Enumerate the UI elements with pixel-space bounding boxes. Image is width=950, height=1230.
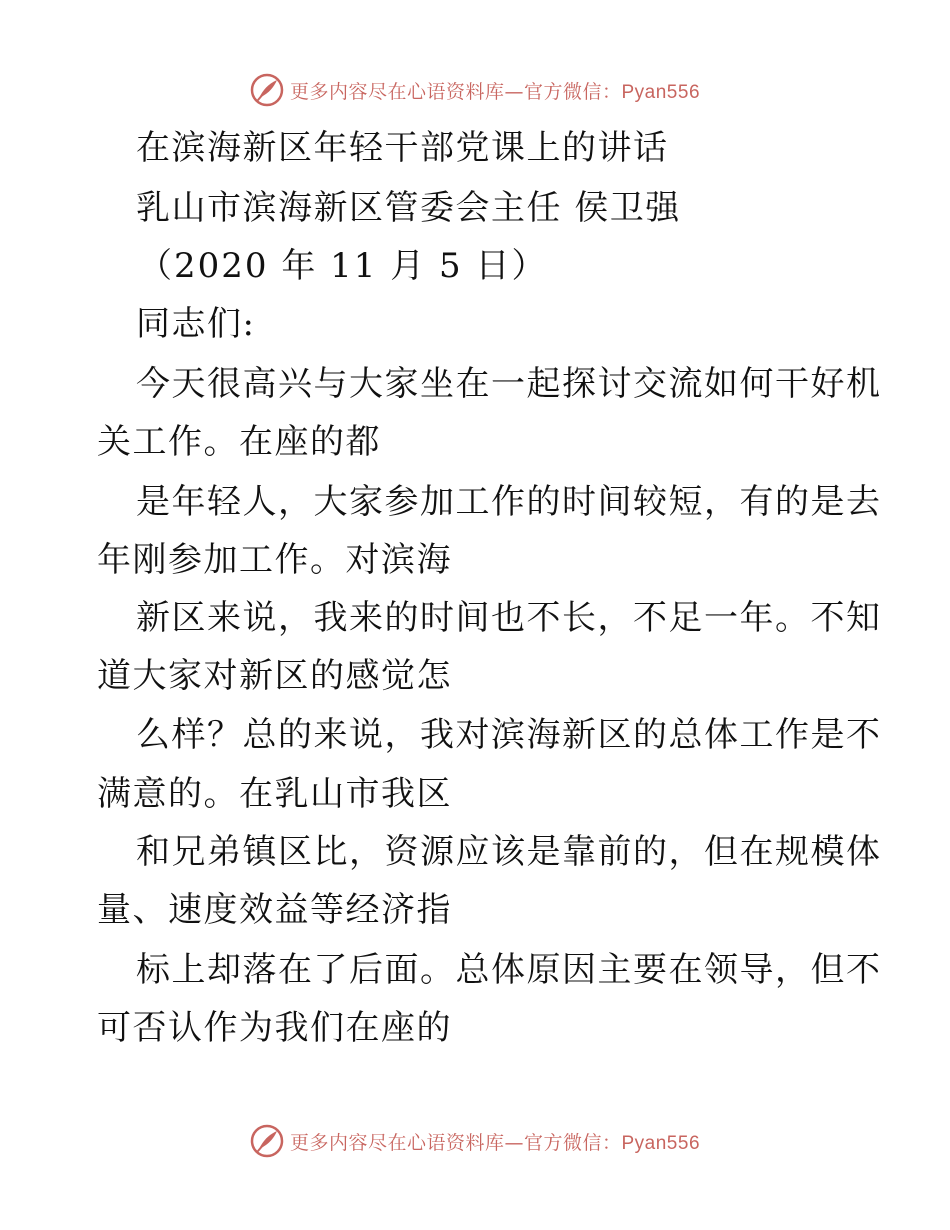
watermark-text: 更多内容尽在心语资料库—官方微信：Pyan556: [289, 80, 701, 103]
body-line: 今天很高兴与大家坐在一起探讨交流如何干好机: [136, 364, 882, 404]
wechat-id: Pyan556: [621, 1132, 701, 1154]
speech-date: （2020 年 11 月 5 日）: [138, 246, 548, 286]
body-line: 么样？总的来说，我对滨海新区的总体工作是不: [136, 715, 882, 755]
body-line: 满意的。在乳山市我区: [97, 774, 452, 814]
feather-pen-logo-icon: [250, 73, 284, 107]
body-line: 和兄弟镇区比，资源应该是靠前的，但在规模体: [136, 832, 882, 872]
body-line: 道大家对新区的感觉怎: [97, 656, 452, 696]
wechat-id: Pyan556: [621, 81, 701, 103]
body-line: 新区来说，我来的时间也不长，不足一年。不知: [136, 598, 882, 638]
header-watermark: [0, 70, 950, 110]
speaker-line: 乳山市滨海新区管委会主任 侯卫强: [136, 188, 681, 228]
salutation: 同志们:: [136, 304, 256, 344]
watermark-text: 更多内容尽在心语资料库—官方微信：Pyan556: [289, 1131, 701, 1154]
feather-pen-logo-icon: [250, 1124, 284, 1158]
body-line: 标上却落在了后面。总体原因主要在领导，但不: [136, 950, 882, 990]
body-line: 年刚参加工作。对滨海: [97, 540, 452, 580]
body-line: 是年轻人，大家参加工作的时间较短，有的是去: [136, 482, 882, 522]
body-line: 量、速度效益等经济指: [97, 890, 452, 930]
document-title: 在滨海新区年轻干部党课上的讲话: [136, 128, 669, 168]
body-line: 关工作。在座的都: [97, 422, 381, 462]
footer-watermark: [0, 1121, 950, 1161]
body-line: 可否认作为我们在座的: [97, 1008, 452, 1048]
